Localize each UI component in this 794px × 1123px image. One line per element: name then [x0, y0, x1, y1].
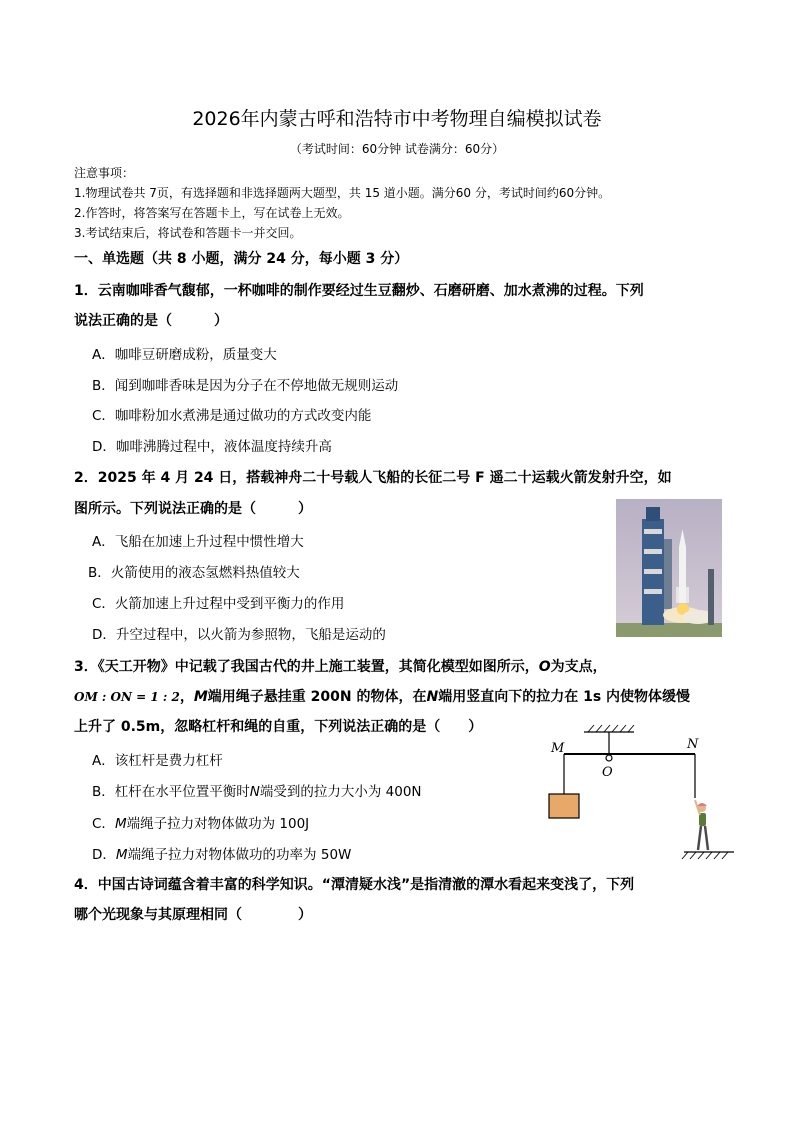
- q1-option-a: A．咖啡豆研磨成粉，质量变大: [92, 347, 277, 363]
- question-4-line-1: 4．中国古诗词蕴含着丰富的科学知识。“潭清疑水浅”是指清澈的潭水看起来变浅了，下列: [74, 877, 635, 893]
- q3-option-c: [92, 812, 309, 832]
- notice-item-3: 3.考试结束后，将试卷和答题卡一并交回。: [74, 226, 302, 240]
- q1-option-b: B．闻到咖啡香味是因为分子在不停地做无规则运动: [92, 378, 399, 394]
- q3-text-1a: 3．《天工开物》中记载了我国古代的井上施工装置，其简化模型如图所示，: [74, 659, 539, 675]
- q3-option-d: [92, 843, 351, 863]
- page-title: 2026年内蒙古呼和浩特市中考物理自编模拟试卷: [192, 108, 602, 130]
- question-3-line-3: 上升了 0.5m，忽略杠杆和绳的自重，下列说法正确的是（ ）: [74, 719, 483, 735]
- q3-text-2a: ，: [179, 689, 194, 705]
- notice-item-2: 2.作答时，将答案写在答题卡上，写在试卷上无效。: [74, 206, 350, 220]
- person-pulling: [695, 800, 708, 850]
- question-1-line-2: 说法正确的是（ ）: [74, 313, 228, 329]
- q3-text-1b: 为支点，: [550, 659, 607, 675]
- q3-option-c-letter: C．: [92, 816, 115, 832]
- label-n: N: [687, 737, 699, 752]
- notice-item-1: 1.物理试卷共 7页，有选择题和非选择题两大题型，共 15 道小题。满分60 分，考试时间约60分钟。: [74, 186, 611, 200]
- q1-option-d: D．咖啡沸腾过程中，液体温度持续升高: [92, 439, 332, 455]
- ground-hatch: [682, 852, 728, 859]
- q3-option-d-letter: D．: [92, 847, 116, 863]
- ceiling-hatch: [588, 725, 634, 732]
- q3-option-a: A．该杠杆是费力杠杆: [92, 753, 223, 769]
- section-heading: 一、单选题（共 8 小题，满分 24 分，每小题 3 分）: [74, 251, 409, 267]
- q3-text-2b: 端用绳子悬挂重 200N 的物体，在: [207, 689, 427, 705]
- q2-option-b: B．火箭使用的液态氢燃料热值较大: [88, 565, 300, 581]
- q3-option-b-text-1: B．杠杆在水平位置平衡时: [92, 784, 250, 800]
- question-4-line-2: 哪个光现象与其原理相同（ ）: [74, 907, 312, 923]
- pivot-symbol: O: [538, 659, 551, 675]
- exam-info: （考试时间：60分钟 试卷满分：60分）: [289, 142, 505, 156]
- q3-option-d-text: 端绳子拉力对物体做功的功率为 50W: [127, 847, 352, 863]
- q1-option-c: C．咖啡粉加水煮沸是通过做功的方式改变内能: [92, 408, 372, 424]
- question-2-line-2: 图所示。下列说法正确的是（ ）: [74, 501, 312, 517]
- notice-heading: 注意事项：: [74, 166, 135, 180]
- question-3-line-2: [74, 686, 690, 706]
- pivot-point: [606, 755, 612, 761]
- lever-diagram: [538, 722, 738, 864]
- rocket-launch-photo: [616, 499, 722, 637]
- question-1-line-1: 1．云南咖啡香气馥郁，一杯咖啡的制作要经过生豆翻炒、石磨研磨、加水煮沸的过程。下列: [74, 283, 644, 299]
- lever-ratio: OM : ON = 1 : 2: [74, 690, 180, 704]
- hanging-block: [549, 794, 579, 818]
- q3-option-c-m: M: [114, 816, 127, 832]
- q3-option-d-m: M: [115, 847, 128, 863]
- q2-option-c: C．火箭加速上升过程中受到平衡力的作用: [92, 596, 345, 612]
- q3-text-2c: 端用竖直向下的拉力在 1s 内使物体缓慢: [438, 689, 691, 705]
- q2-option-a: A．飞船在加速上升过程中惯性增大: [92, 534, 304, 550]
- q3-option-b: [92, 780, 422, 800]
- label-o: O: [602, 765, 613, 780]
- q2-option-d: D．升空过程中，以火箭为参照物，飞船是运动的: [92, 627, 386, 643]
- question-3-line-1: [74, 656, 607, 676]
- label-m: M: [551, 741, 565, 756]
- n-symbol: N: [426, 689, 439, 705]
- q3-option-c-text: 端绳子拉力对物体做功为 100J: [126, 816, 310, 832]
- q3-option-b-n: N: [249, 784, 260, 800]
- question-2-line-1: 2．2025 年 4 月 24 日，搭载神舟二十号载人飞船的长征二号 F 遥二十运载火箭发射升空，如: [74, 470, 672, 486]
- m-symbol: M: [193, 689, 208, 705]
- q3-option-b-text-2: 端受到的拉力大小为 400N: [259, 784, 422, 800]
